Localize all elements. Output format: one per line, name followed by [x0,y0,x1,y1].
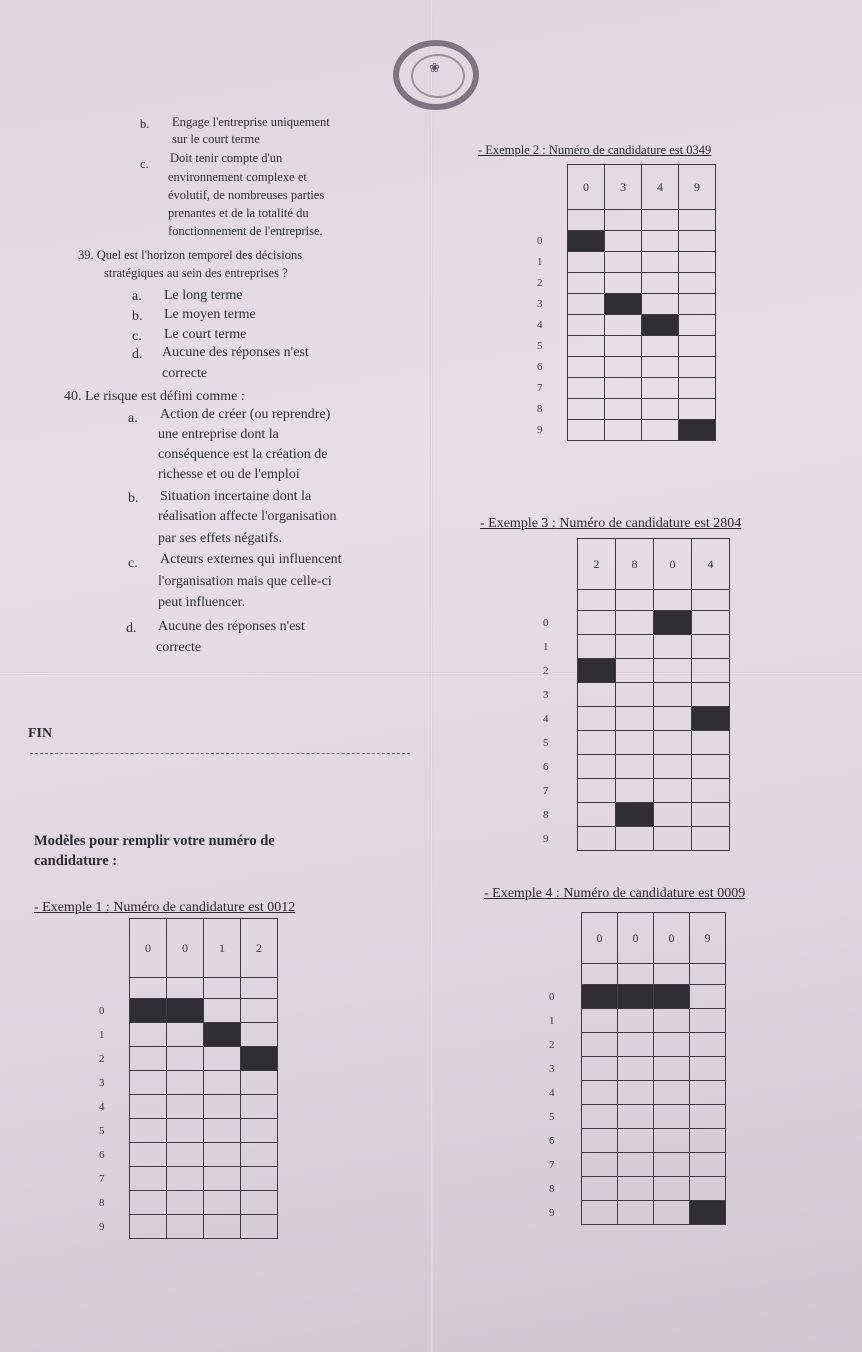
grid-spacer-cell [568,210,605,231]
grid-spacer-cell [679,210,716,231]
grid-spacer-cell [654,964,690,985]
bubble-empty [605,336,642,357]
bubble-filled [578,659,616,683]
grid-spacer-label [546,964,582,985]
bubble-filled [130,999,167,1023]
bubble-empty [642,336,679,357]
example-3-grid [540,538,730,851]
bubble-empty [618,1105,654,1129]
bubble-empty [654,683,692,707]
q40-b-line3: par ses effets négatifs. [158,531,283,546]
bubble-empty [241,1071,278,1095]
grid-spacer-cell [241,978,278,999]
bubble-empty [605,399,642,420]
bubble-empty [568,273,605,294]
bubble-empty [241,1191,278,1215]
bubble-empty [167,1119,204,1143]
bubble-empty [654,779,692,803]
row-label: 0 [534,231,568,252]
row-label: 2 [540,659,578,683]
row-label: 4 [540,707,578,731]
models-title-line1: Modèles pour remplir votre numéro de [34,833,275,849]
bubble-filled [605,294,642,315]
bubble-filled [241,1047,278,1071]
grid-spacer-label [540,590,578,611]
row-label: 3 [96,1071,130,1095]
row-label: 3 [540,683,578,707]
q39-b-label: b. [132,309,143,324]
bubble-empty [204,1143,241,1167]
row-label: 1 [540,635,578,659]
q38-c-label: c. [140,157,149,171]
digit-box: 9 [690,913,726,964]
bubble-filled [654,985,690,1009]
bubble-empty [167,1167,204,1191]
bubble-empty [582,1081,618,1105]
q38-b-line1: Engage l'entreprise uniquement [172,115,330,129]
grid-spacer-label [534,210,568,231]
q39-d-text-cont: correcte [162,366,208,381]
example-2-rest: Numéro de candidature est 0349 [545,143,712,157]
bubble-empty [616,707,654,731]
bubble-empty [616,755,654,779]
digit-box: 2 [241,919,278,978]
bubble-empty [578,731,616,755]
bubble-empty [578,683,616,707]
q39-c-label: c. [132,329,142,344]
bubble-empty [690,1033,726,1057]
row-label: 1 [546,1009,582,1033]
bubble-empty [654,731,692,755]
bubble-empty [690,1057,726,1081]
row-label: 0 [96,999,130,1023]
digit-box: 0 [654,539,692,590]
example-3-prefix: - Exemple 3 : [480,516,556,531]
q40-c-line2: l'organisation mais que celle-ci [158,574,332,589]
bubble-filled [618,985,654,1009]
bubble-empty [679,252,716,273]
q38-c-line4: prenantes et de la totalité du [168,206,309,220]
bubble-empty [167,1215,204,1239]
bubble-empty [692,755,730,779]
bubble-empty [605,420,642,441]
bubble-filled [692,707,730,731]
example-4-title [484,886,745,902]
bubble-empty [679,231,716,252]
bubble-empty [616,635,654,659]
bubble-empty [204,1071,241,1095]
bubble-empty [605,273,642,294]
q40-c-line1: Acteurs externes qui influencent [160,552,342,567]
bubble-empty [568,420,605,441]
bubble-empty [167,1191,204,1215]
bubble-empty [654,1201,690,1225]
bubble-empty [679,336,716,357]
row-label: 1 [96,1023,130,1047]
bubble-empty [130,1119,167,1143]
bubble-empty [204,1191,241,1215]
bubble-empty [692,683,730,707]
example-2-grid [534,164,716,441]
grid-spacer-cell [130,978,167,999]
bubble-empty [654,1129,690,1153]
bubble-empty [582,1009,618,1033]
q38-c-line3: évolutif, de nombreuses parties [168,188,325,202]
bubble-empty [618,1153,654,1177]
bubble-empty [167,1143,204,1167]
row-label: 2 [96,1047,130,1071]
bubble-empty [654,1081,690,1105]
q40-c-line3: peut influencer. [158,595,246,610]
row-label: 0 [546,985,582,1009]
example-1-rest: Numéro de candidature est 0012 [109,900,296,915]
bubble-filled [568,231,605,252]
example-2-prefix: - Exemple 2 : [478,143,546,157]
bubble-empty [578,707,616,731]
q40-a-line2: une entreprise dont la [158,427,279,442]
bubble-empty [130,1191,167,1215]
bubble-empty [692,659,730,683]
bubble-empty [568,378,605,399]
bubble-empty [616,731,654,755]
example-1-prefix: - Exemple 1 : [34,900,110,915]
bubble-empty [204,1215,241,1239]
bubble-empty [605,378,642,399]
example-1-title [34,900,295,916]
example-1-grid [96,918,278,1239]
bubble-empty [642,378,679,399]
q38-c-line1: Doit tenir compte d'un [170,151,283,165]
q38-b-line2: sur le court terme [172,132,260,146]
row-label: 4 [546,1081,582,1105]
bubble-empty [679,378,716,399]
bubble-empty [690,1153,726,1177]
grid-spacer-cell [616,590,654,611]
bubble-filled [654,611,692,635]
q38-b-label: b. [140,117,150,131]
models-title-line2: candidature : [34,853,118,869]
bubble-empty [568,357,605,378]
separator-dashed-line [30,753,410,754]
bubble-empty [654,635,692,659]
q40-a-label: a. [128,411,138,426]
digit-box: 4 [642,165,679,210]
bubble-empty [642,294,679,315]
example-3-title [480,516,741,532]
bubble-empty [679,399,716,420]
bubble-empty [241,1143,278,1167]
q39-d-label: d. [132,347,143,362]
bubble-filled [204,1023,241,1047]
bubble-empty [578,779,616,803]
bubble-empty [578,755,616,779]
bubble-empty [616,779,654,803]
bubble-empty [204,1119,241,1143]
bubble-empty [642,231,679,252]
row-label: 7 [540,779,578,803]
bubble-filled [690,1201,726,1225]
bubble-empty [692,803,730,827]
bubble-empty [568,336,605,357]
row-label: 5 [540,731,578,755]
row-label: 8 [546,1177,582,1201]
bubble-empty [241,999,278,1023]
bubble-empty [578,803,616,827]
bubble-empty [642,273,679,294]
grid-corner [534,165,568,210]
q40-b-line2: réalisation affecte l'organisation [158,509,337,524]
bubble-empty [618,1009,654,1033]
bubble-empty [618,1201,654,1225]
bubble-empty [654,1177,690,1201]
bubble-empty [692,731,730,755]
grid-spacer-cell [618,964,654,985]
digit-box: 8 [616,539,654,590]
row-label: 9 [534,420,568,441]
bubble-empty [690,1177,726,1201]
bubble-empty [654,1009,690,1033]
bubble-empty [618,1081,654,1105]
digit-box: 2 [578,539,616,590]
row-label: 7 [96,1167,130,1191]
bubble-empty [130,1167,167,1191]
bubble-empty [642,420,679,441]
bubble-empty [618,1177,654,1201]
bubble-empty [167,1095,204,1119]
row-label: 8 [534,399,568,420]
digit-box: 1 [204,919,241,978]
bubble-empty [642,399,679,420]
bubble-empty [654,755,692,779]
bubble-filled [642,315,679,336]
bubble-empty [578,827,616,851]
grid-spacer-cell [605,210,642,231]
digit-box: 9 [679,165,716,210]
grid-corner [540,539,578,590]
bubble-empty [616,611,654,635]
bubble-empty [616,683,654,707]
row-label: 2 [546,1033,582,1057]
grid-spacer-cell [690,964,726,985]
grid-spacer-cell [204,978,241,999]
q40-d-line1: Aucune des réponses n'est [158,619,305,634]
bubble-empty [679,294,716,315]
grid-spacer-cell [578,590,616,611]
row-label: 6 [540,755,578,779]
paper-fold-vertical [430,0,433,1352]
bubble-empty [618,1033,654,1057]
bubble-empty [654,659,692,683]
bubble-empty [692,611,730,635]
example-3-rest: Numéro de candidature est 2804 [555,516,742,531]
row-label: 5 [534,336,568,357]
bubble-empty [605,357,642,378]
bubble-empty [679,315,716,336]
row-label: 8 [96,1191,130,1215]
row-label: 2 [534,273,568,294]
bubble-empty [618,1057,654,1081]
bubble-empty [654,1105,690,1129]
grid-spacer-cell [692,590,730,611]
example-2-title [478,143,711,158]
grid-spacer-cell [654,590,692,611]
row-label: 9 [546,1201,582,1225]
bubble-empty [568,252,605,273]
bubble-empty [204,1047,241,1071]
bubble-empty [130,1023,167,1047]
bubble-empty [692,779,730,803]
bubble-empty [167,1071,204,1095]
q40-c-label: c. [128,556,138,571]
grid-spacer-label [96,978,130,999]
bubble-empty [679,357,716,378]
bubble-empty [692,827,730,851]
row-label: 5 [546,1105,582,1129]
row-label: 7 [546,1153,582,1177]
row-label: 7 [534,378,568,399]
row-label: 6 [96,1143,130,1167]
bubble-empty [692,635,730,659]
q40-a-line4: richesse et ou de l'emploi [158,467,300,482]
bubble-empty [241,1167,278,1191]
q40-d-label: d. [126,621,137,636]
grid-spacer-cell [167,978,204,999]
bubble-empty [204,1095,241,1119]
row-label: 0 [540,611,578,635]
bubble-empty [582,1033,618,1057]
bubble-empty [618,1129,654,1153]
digit-box: 3 [605,165,642,210]
bubble-empty [690,1009,726,1033]
fin-label: FIN [28,726,53,741]
q39-c-text: Le court terme [164,327,247,342]
bubble-empty [690,1081,726,1105]
grid-spacer-cell [582,964,618,985]
bubble-empty [582,1057,618,1081]
bubble-empty [568,294,605,315]
bubble-empty [241,1215,278,1239]
bubble-empty [241,1095,278,1119]
bubble-empty [204,999,241,1023]
grid-spacer-cell [642,210,679,231]
bubble-empty [130,1095,167,1119]
grid-corner [546,913,582,964]
row-label: 4 [534,315,568,336]
digit-box: 0 [654,913,690,964]
digit-box: 0 [582,913,618,964]
q40-a-line3: conséquence est la création de [158,447,328,462]
bubble-empty [690,1105,726,1129]
example-4-rest: Numéro de candidature est 0009 [559,886,746,901]
row-label: 8 [540,803,578,827]
row-label: 9 [540,827,578,851]
bubble-empty [642,357,679,378]
bubble-empty [568,399,605,420]
bubble-filled [616,803,654,827]
q40-b-label: b. [128,491,139,506]
bubble-empty [582,1105,618,1129]
bubble-empty [582,1177,618,1201]
bubble-empty [204,1167,241,1191]
bubble-empty [654,827,692,851]
bubble-empty [654,707,692,731]
bubble-empty [616,659,654,683]
bubble-empty [568,315,605,336]
bubble-empty [578,611,616,635]
bubble-empty [654,1033,690,1057]
q39-b-text: Le moyen terme [164,307,256,322]
institution-logo-icon: ❀ [393,40,479,110]
digit-box: 4 [692,539,730,590]
q39-a-label: a. [132,289,142,304]
grid-corner [96,919,130,978]
bubble-empty [241,1023,278,1047]
bubble-empty [654,803,692,827]
row-label: 1 [534,252,568,273]
row-label: 9 [96,1215,130,1239]
bubble-empty [130,1215,167,1239]
bubble-empty [690,1129,726,1153]
digit-box: 0 [167,919,204,978]
row-label: 6 [534,357,568,378]
bubble-empty [679,273,716,294]
bubble-empty [582,1129,618,1153]
q38-c-line2: environnement complexe et [168,170,307,184]
bubble-empty [654,1153,690,1177]
bubble-empty [167,1047,204,1071]
q40-b-line1: Situation incertaine dont la [160,489,312,504]
bubble-empty [167,1023,204,1047]
bubble-filled [582,985,618,1009]
q40-title: 40. Le risque est défini comme : [64,389,245,404]
bubble-empty [582,1201,618,1225]
example-4-grid [546,912,726,1225]
bubble-empty [605,252,642,273]
bubble-empty [582,1153,618,1177]
bubble-empty [690,985,726,1009]
q39-a-text: Le long terme [164,288,243,303]
bubble-filled [167,999,204,1023]
digit-box: 0 [568,165,605,210]
row-label: 4 [96,1095,130,1119]
bubble-empty [130,1143,167,1167]
example-4-prefix: - Exemple 4 : [484,886,560,901]
q39-d-text: Aucune des réponses n'est [162,345,309,360]
digit-box: 0 [130,919,167,978]
bubble-empty [616,827,654,851]
bubble-empty [642,252,679,273]
q38-c-line5: fonctionnement de l'entreprise. [168,224,323,238]
digit-box: 0 [618,913,654,964]
bubble-filled [679,420,716,441]
q39-line2: stratégiques au sein des entreprises ? [104,266,288,280]
row-label: 3 [546,1057,582,1081]
bubble-empty [605,315,642,336]
row-label: 3 [534,294,568,315]
bubble-empty [654,1057,690,1081]
bubble-empty [605,231,642,252]
bubble-empty [578,635,616,659]
q40-d-line2: correcte [156,640,202,655]
bubble-empty [241,1119,278,1143]
row-label: 5 [96,1119,130,1143]
q39-line1: 39. Quel est l'horizon temporel des décisions [78,248,303,262]
q40-a-line1: Action de créer (ou reprendre) [160,407,331,422]
row-label: 6 [546,1129,582,1153]
bubble-empty [130,1071,167,1095]
bubble-empty [130,1047,167,1071]
